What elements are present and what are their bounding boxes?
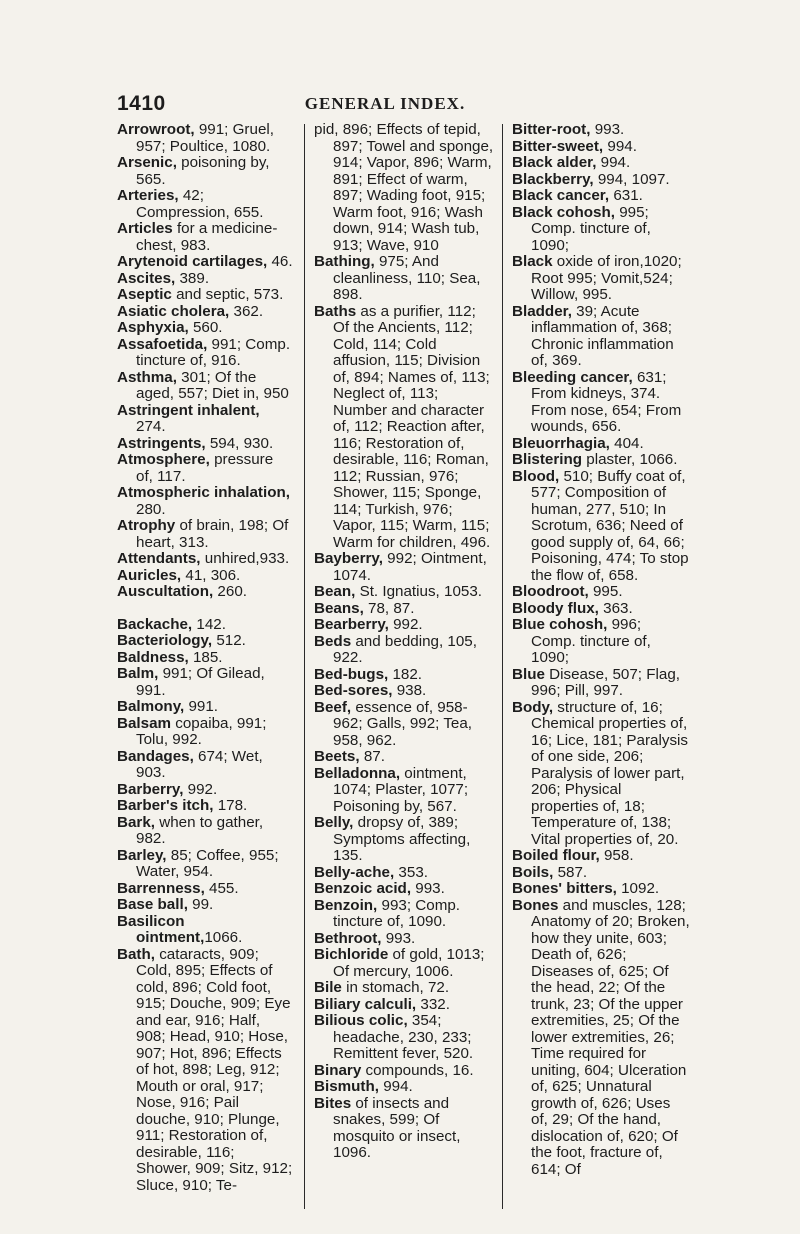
index-references: essence of, 958-962; Galls, 992; Tea, 958, 962. <box>333 698 473 749</box>
index-references: 993. <box>381 929 416 947</box>
index-entry <box>314 815 494 865</box>
index-headword: Balm, <box>117 665 159 682</box>
index-references: 992; Ointment, 1074. <box>333 550 487 584</box>
index-headword: Bloody flux, <box>512 599 599 617</box>
index-references: 185. <box>188 648 223 666</box>
index-headword: Atmosphere, <box>117 451 210 468</box>
index-references: in stomach, 72. <box>341 979 450 996</box>
index-entry <box>117 749 293 782</box>
index-entry <box>117 650 293 667</box>
index-headword: Balmony, <box>117 698 185 715</box>
index-headword: Asphyxia, <box>117 319 189 336</box>
index-headword: Belly, <box>314 814 354 831</box>
index-entry <box>314 1063 494 1080</box>
index-references: 455. <box>204 879 239 897</box>
index-headword: Bitter-root, <box>512 121 591 138</box>
index-headword: Boiled flour, <box>512 847 600 864</box>
index-references: 301; Of the aged, 557; Diet in, 950 <box>136 368 289 402</box>
index-headword: Attendants, <box>117 550 201 567</box>
index-headword: Bladder, <box>512 302 572 320</box>
index-headword: Assafoetida, <box>117 335 208 353</box>
index-entry <box>117 221 293 254</box>
index-headword: Bichloride <box>314 946 389 963</box>
index-entry <box>314 584 494 601</box>
column-divider <box>502 124 503 1209</box>
index-entry <box>117 699 293 716</box>
index-entry <box>314 667 494 684</box>
index-references: 994. <box>596 154 631 171</box>
index-entry <box>512 865 690 882</box>
index-headword: Bathing, <box>314 253 375 270</box>
index-headword: Atrophy <box>117 517 176 534</box>
index-references: 631; From kidneys, 374. From nose, 654; From wounds, 656. <box>531 368 682 435</box>
index-headword: Beds <box>314 632 352 650</box>
index-entry <box>512 188 690 205</box>
index-entry <box>117 633 293 650</box>
index-references: pressure of, 117. <box>136 451 274 485</box>
index-headword: Bayberry, <box>314 550 383 567</box>
index-references: when to gather, 982. <box>136 813 264 847</box>
index-headword: Auricles, <box>117 566 182 584</box>
index-references: 991; Gruel, 957; Poultice, 1080. <box>136 121 274 155</box>
index-references: ointment, 1074; Plaster, 1077; Poisoning by, 567. <box>333 764 469 815</box>
index-entry <box>117 897 293 914</box>
index-entry <box>117 617 293 634</box>
index-references: St. Ignatius, 1053. <box>355 583 483 600</box>
index-references: 594, 930. <box>205 434 274 452</box>
index-headword: Balsam <box>117 714 172 732</box>
page-header <box>0 92 800 122</box>
index-references: of brain, 198; Of heart, 313. <box>136 517 289 551</box>
index-headword: Bismuth, <box>314 1078 379 1095</box>
index-entry <box>117 947 293 1195</box>
index-entry <box>314 980 494 997</box>
index-column-3 <box>512 122 690 1178</box>
index-headword: Aseptic <box>117 286 172 303</box>
index-references: 993. <box>590 121 625 138</box>
index-headword: Benzoic acid, <box>314 880 412 897</box>
index-references: 274. <box>136 418 166 435</box>
index-headword: Bloodroot, <box>512 583 589 600</box>
index-headword: Bandages, <box>117 747 194 765</box>
index-references: 995; Comp. tincture of, 1090; <box>531 203 651 254</box>
index-entry <box>512 436 690 453</box>
index-entry <box>117 287 293 304</box>
index-references: 78, 87. <box>363 599 415 617</box>
index-headword: Bleeding cancer, <box>512 368 633 386</box>
index-entry <box>117 815 293 848</box>
index-references: 958. <box>599 847 634 864</box>
index-references: 994. <box>603 137 637 155</box>
index-headword: Beef, <box>314 698 352 716</box>
index-entry <box>117 122 293 155</box>
index-references: poisoning by, 565. <box>136 154 270 188</box>
index-headword: Barberry, <box>117 780 184 798</box>
index-entry <box>117 914 293 947</box>
index-headword: Belladonna, <box>314 764 401 782</box>
index-headword: Asiatic cholera, <box>117 302 230 320</box>
index-entry <box>314 749 494 766</box>
index-references: 991; Comp. tincture of, 916. <box>136 335 291 369</box>
index-references: cataracts, 909; Cold, 895; Effects of cold, 896; Cold foot, 915; Douche, 909; Eye and ear, 916; Half, 908; Head, 910; Hose, 907; Hot, 896; Effects of hot, 898; Leg, 912; Mouth or oral, 917; Nose, 916; Pail douche, 910; Plunge, 911; Restoration of, desirable, 116; Shower, 909; Sitz, 912; Sluce, 910; Te- <box>136 945 293 1194</box>
column-divider <box>304 124 305 1209</box>
index-references: 587. <box>553 863 588 881</box>
index-references: of insects and snakes, 599; Of mosquito or insect, 1096. <box>333 1094 461 1161</box>
index-references: oxide of iron,1020; Root 995; Vomit,524; Willow, 995. <box>531 253 682 303</box>
index-headword: Beets, <box>314 748 360 765</box>
index-references: 404. <box>609 434 644 452</box>
index-references: 994. <box>378 1078 413 1095</box>
index-entry <box>314 881 494 898</box>
index-entry <box>314 766 494 816</box>
index-entry <box>314 617 494 634</box>
index-headword: Bed-bugs, <box>314 665 389 683</box>
index-entry <box>117 403 293 436</box>
index-entry <box>117 716 293 749</box>
index-entry <box>512 667 690 700</box>
index-references: 992. <box>183 780 218 798</box>
index-entry <box>117 188 293 221</box>
index-references: 39; Acute inflammation of, 368; Chronic inflammation of, 369. <box>531 302 674 369</box>
index-entry <box>117 271 293 288</box>
index-references: for a medicine-chest, 983. <box>136 220 278 254</box>
index-entry <box>314 254 494 304</box>
index-column-1 <box>117 122 293 1194</box>
index-references: 42; Compression, 655. <box>136 187 264 221</box>
index-entry <box>117 551 293 568</box>
index-headword: Bean, <box>314 583 356 600</box>
index-headword: Arteries, <box>117 187 179 204</box>
index-entry <box>117 254 293 271</box>
index-entry <box>314 601 494 618</box>
index-references: dropsy of, 389; Symptoms affecting, 135. <box>333 814 471 864</box>
index-headword: Barley, <box>117 846 167 864</box>
index-references: 362. <box>229 302 264 320</box>
index-references: plaster, 1066. <box>582 451 678 468</box>
index-headword: Bilious colic, <box>314 1012 408 1029</box>
index-references: 560. <box>188 319 223 336</box>
index-headword: Black cancer, <box>512 187 610 204</box>
index-references: 363. <box>598 599 633 617</box>
index-entry <box>512 205 690 255</box>
index-headword: Bed-sores, <box>314 682 393 699</box>
index-entry <box>314 1079 494 1096</box>
index-entry <box>314 1013 494 1063</box>
index-headword: Benzoin, <box>314 896 378 914</box>
index-headword: Bleuorrhagia, <box>512 434 610 452</box>
index-headword: Basilicon ointment, <box>117 912 205 946</box>
index-headword: Astringents, <box>117 434 206 452</box>
index-headword: Articles <box>117 220 173 237</box>
index-entry <box>314 997 494 1014</box>
index-references: 991; Of Gilead, 991. <box>136 665 265 699</box>
index-references: 674; Wet, 903. <box>136 747 263 781</box>
index-references: 182. <box>388 665 423 683</box>
index-entry <box>314 947 494 980</box>
index-headword: Blackberry, <box>512 170 594 188</box>
index-entry <box>117 452 293 485</box>
index-headword: Blue cohosh, <box>512 616 608 633</box>
index-headword: Biliary calculi, <box>314 995 417 1013</box>
index-entry <box>314 634 494 667</box>
index-references: 994, 1097. <box>593 170 670 188</box>
index-references: 354; headache, 230, 233; Remittent fever, 520. <box>333 1012 474 1062</box>
index-references: compounds, 16. <box>361 1061 474 1079</box>
index-entry <box>512 139 690 156</box>
index-entry <box>117 666 293 699</box>
index-entry <box>117 881 293 898</box>
index-references: 975; And cleanliness, 110; Sea, 898. <box>333 253 481 303</box>
index-entry <box>117 304 293 321</box>
index-headword: Bark, <box>117 813 155 831</box>
index-references: 99. <box>187 896 214 913</box>
index-references: 85; Coffee, 955; Water, 954. <box>136 846 279 880</box>
index-references: 993; Comp. tincture of, 1090. <box>333 896 461 930</box>
index-references: structure of, 16; Chemical properties of, 16; Lice, 181; Paralysis of one side, 206; Paralysis of lower part, 206; Physical properties of, 18; Temperature of, 138; Vital properties of, 20. <box>531 698 689 848</box>
index-headword: Arrowroot, <box>117 121 195 138</box>
index-headword: Bearberry, <box>314 616 389 633</box>
index-headword: Auscultation, <box>117 583 214 600</box>
index-references: 389. <box>175 269 210 287</box>
index-entry <box>117 568 293 585</box>
index-headword: Binary <box>314 1061 362 1079</box>
index-entry <box>512 848 690 865</box>
index-entry <box>117 584 293 601</box>
index-headword: Arsenic, <box>117 154 177 171</box>
index-headword: Blood, <box>512 467 560 485</box>
index-headword: Ascites, <box>117 269 176 287</box>
index-entry <box>512 898 690 1179</box>
index-entry <box>314 304 494 552</box>
index-entry <box>512 601 690 618</box>
index-entry <box>512 452 690 469</box>
index-entry <box>314 898 494 931</box>
index-headword: Bethroot, <box>314 929 382 947</box>
index-headword: Bile <box>314 979 342 996</box>
index-references: and septic, 573. <box>171 286 284 303</box>
index-entry <box>117 848 293 881</box>
index-headword: Black alder, <box>512 154 597 171</box>
index-references: 991. <box>184 698 219 715</box>
index-headword: Blue <box>512 665 545 683</box>
index-entry <box>117 337 293 370</box>
index-entry <box>314 865 494 882</box>
index-headword: Asthma, <box>117 368 177 386</box>
index-references: 938. <box>392 682 427 699</box>
index-headword: Bites <box>314 1094 352 1112</box>
index-entry <box>117 370 293 403</box>
index-entry <box>512 881 690 898</box>
index-entry <box>512 304 690 370</box>
index-references: 510; Buffy coat of, 577; Composition of human, 277, 510; In Scrotum, 636; Need of good supply of, 64, 66; Poisoning, 474; To stop the flow of, 658. <box>531 467 689 584</box>
index-entry <box>512 584 690 601</box>
index-headword: Barrenness, <box>117 879 205 897</box>
index-headword: Boils, <box>512 863 554 881</box>
index-references: 1066. <box>204 929 243 946</box>
index-entry <box>512 370 690 436</box>
index-references: unhired,933. <box>200 550 290 567</box>
index-references: 993. <box>411 880 445 897</box>
index-references: 332. <box>416 995 450 1013</box>
index-references: 87. <box>359 748 385 765</box>
index-references: 46. <box>267 253 293 270</box>
index-references: 41, 306. <box>181 566 241 584</box>
index-headword: Bath, <box>117 945 155 963</box>
index-headword: Base ball, <box>117 896 188 913</box>
index-references: 260. <box>213 583 247 600</box>
index-references: pid, 896; Effects of tepid, 897; Towel and sponge, 914; Vapor, 896; Warm, 891; Effect of warm, 897; Wading foot, 915; Warm foot, 916; Wash down, 914; Wash tub, 913; Wave, 910 <box>314 121 494 254</box>
index-entry <box>314 122 494 254</box>
index-references: of gold, 1013; Of mercury, 1006. <box>333 946 485 980</box>
index-entry <box>314 683 494 700</box>
index-entry <box>512 617 690 667</box>
index-references: 631. <box>609 187 643 204</box>
index-references: 178. <box>213 797 248 814</box>
index-headword: Baths <box>314 302 357 320</box>
index-references: copaiba, 991; Tolu, 992. <box>136 714 267 748</box>
index-headword: Barber's itch, <box>117 797 214 814</box>
index-entry <box>314 931 494 948</box>
index-references: 353. <box>394 863 428 881</box>
index-references: 512. <box>212 632 246 649</box>
index-references: 1092. <box>616 880 660 897</box>
index-headword: Astringent inhalent, <box>117 401 260 419</box>
index-entry <box>512 254 690 304</box>
index-headword: Backache, <box>117 615 193 633</box>
index-entry <box>117 798 293 815</box>
index-headword: Belly-ache, <box>314 863 395 881</box>
index-entry <box>117 155 293 188</box>
index-headword: Body, <box>512 698 554 716</box>
index-references: and bedding, 105, 922. <box>333 632 477 666</box>
index-entry <box>314 700 494 750</box>
index-entry <box>117 782 293 799</box>
index-headword: Bacteriology, <box>117 632 213 649</box>
index-entry <box>512 172 690 189</box>
index-headword: Black cohosh, <box>512 203 615 221</box>
index-entry <box>314 1096 494 1162</box>
index-headword: Bitter-sweet, <box>512 137 604 155</box>
index-references: as a purifier, 112; Of the Ancients, 112; Cold, 114; Cold affusion, 115; Division of, 894; Names of, 113; Neglect of, 113; Number and character of, 112; Reaction after, 116; Restoration of, desirable, 116; Roman, 112; Russian, 976; Shower, 115; Sponge, 114; Turkish, 976; Vapor, 115; Warm, 115; Warm for children, 496. <box>333 302 491 551</box>
index-headword: Arytenoid cartilages, <box>117 253 268 270</box>
page-number: 1410 <box>117 92 166 115</box>
index-references: 995. <box>588 583 623 600</box>
index-entry <box>117 518 293 551</box>
index-entry <box>512 122 690 139</box>
index-references: 280. <box>136 500 166 518</box>
index-column-2 <box>314 122 494 1162</box>
index-entry <box>314 551 494 584</box>
index-references: and muscles, 128; Anatomy of 20; Broken, how they unite, 603; Death of, 626; Diseases of, 625; Of the head, 22; Of the trunk, 23; Of the upper extremities, 25; Of the lower extremities, 26; Time required for uniting, 604; Ulceration of, 625; Unnatural growth of, 626; Uses of, 29; Of the hand, dislocation of, 620; Of the foot, fracture of, 614; Of <box>531 896 690 1178</box>
index-headword: Atmospheric inhalation, <box>117 484 290 501</box>
index-headword: Blistering <box>512 451 583 468</box>
index-headword: Baldness, <box>117 648 189 666</box>
index-references: 992. <box>388 616 423 633</box>
index-entry <box>512 469 690 585</box>
index-headword: Beans, <box>314 599 364 617</box>
index-references: Disease, 507; Flag, 996; Pill, 997. <box>531 665 680 699</box>
running-title: GENERAL INDEX. <box>304 94 466 113</box>
index-headword: Bones' bitters, <box>512 880 617 897</box>
index-entry <box>117 320 293 337</box>
index-entry <box>512 155 690 172</box>
index-entry <box>117 436 293 453</box>
index-headword: Black <box>512 253 553 270</box>
index-headword: Bones <box>512 896 559 914</box>
section-gap <box>117 601 293 617</box>
index-entry <box>512 700 690 849</box>
index-references: 142. <box>192 615 226 633</box>
index-references: 996; Comp. tincture of, 1090; <box>531 616 651 666</box>
index-entry <box>117 485 293 518</box>
